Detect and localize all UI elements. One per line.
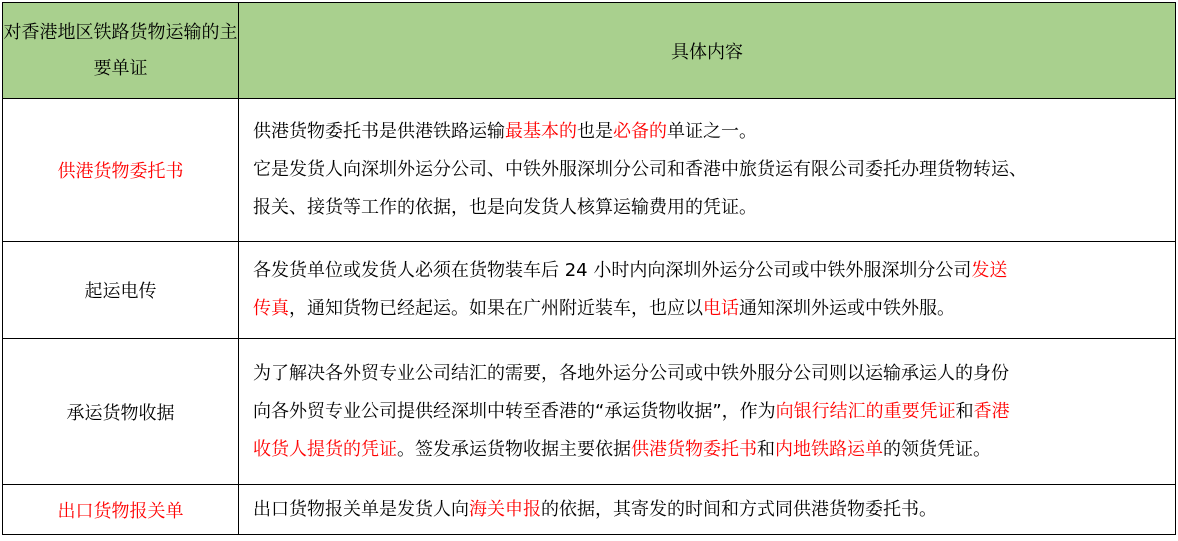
content-line (253, 355, 1161, 393)
table-row (3, 99, 1176, 242)
highlighted-text: 传真 (253, 298, 289, 319)
body-text: 单证之一。 (667, 121, 757, 142)
header-row (3, 3, 1176, 99)
body-text: 供港货物委托书是供港铁路运输 (253, 121, 505, 142)
body-text: 向各外贸专业公司提供经深圳中转至香港的“承运货物收据”，作为 (253, 400, 776, 422)
table-row (3, 242, 1176, 339)
table-row (3, 485, 1176, 535)
highlighted-text: 供港货物委托书 (631, 438, 757, 460)
highlighted-text: 内地铁路运单 (775, 438, 883, 460)
highlighted-text: 最基本的 (505, 121, 577, 142)
body-text: 和 (757, 438, 775, 460)
body-text: 的依据，其寄发的时间和方式同供港货物委托书。 (541, 498, 937, 520)
content-line (253, 491, 1161, 529)
content-line (253, 189, 1161, 227)
body-text: 出口货物报关单是发货人向 (253, 498, 469, 520)
document-name-cell: 出口货物报关单 (3, 485, 239, 535)
body-text: 通知深圳外运或中铁外服。 (739, 298, 955, 319)
content-line (253, 393, 1161, 431)
header-content: 具体内容 (239, 3, 1176, 99)
content-line (253, 151, 1161, 189)
document-content-cell (239, 485, 1176, 535)
body-text: ，通知货物已经起运。如果在广州附近装车，也应以 (289, 298, 703, 319)
body-text: 它是发货人向深圳外运分公司、中铁外服深圳分公司和香港中旅货运有限公司委托办理货物转运、 (253, 159, 1027, 180)
highlighted-text: 电话 (703, 298, 739, 319)
body-text: 各发货单位或发货人必须在货物装车后 24 小时内向深圳外运分公司或中铁外服深圳分公司 (253, 260, 972, 281)
content-line (253, 113, 1161, 151)
highlighted-text: 向银行结汇的重要凭证 (775, 400, 956, 422)
document-name-cell: 起运电传 (3, 242, 239, 339)
document-name-cell: 供港货物委托书 (3, 99, 239, 242)
highlighted-text: 必备的 (613, 121, 667, 142)
body-text: 。签发承运货物收据主要依据 (397, 438, 631, 460)
body-text: 报关、接货等工作的依据，也是向发货人核算运输费用的凭证。 (253, 197, 757, 218)
highlighted-text: 香港 (973, 400, 1010, 422)
content-line (253, 252, 1161, 290)
freight-documents-table (2, 2, 1176, 535)
highlighted-text: 发送 (971, 260, 1008, 281)
body-text: 也是 (577, 121, 613, 142)
header-document-type: 对香港地区铁路货物运输的主要单证 (3, 3, 239, 99)
content-line (253, 290, 1161, 328)
content-line (253, 431, 1161, 469)
body-text: 和 (955, 400, 974, 422)
document-content-cell (239, 242, 1176, 339)
highlighted-text: 海关申报 (469, 498, 541, 520)
body-text: 的领货凭证。 (883, 438, 991, 460)
body-text: 为了解决各外贸专业公司结汇的需要，各地外运分公司或中铁外服分公司则以运输承运人的身份 (253, 362, 1009, 384)
highlighted-text: 收货人提货的凭证 (253, 438, 397, 460)
table-row (3, 339, 1176, 485)
document-content-cell (239, 339, 1176, 485)
document-name-cell: 承运货物收据 (3, 339, 239, 485)
document-content-cell (239, 99, 1176, 242)
